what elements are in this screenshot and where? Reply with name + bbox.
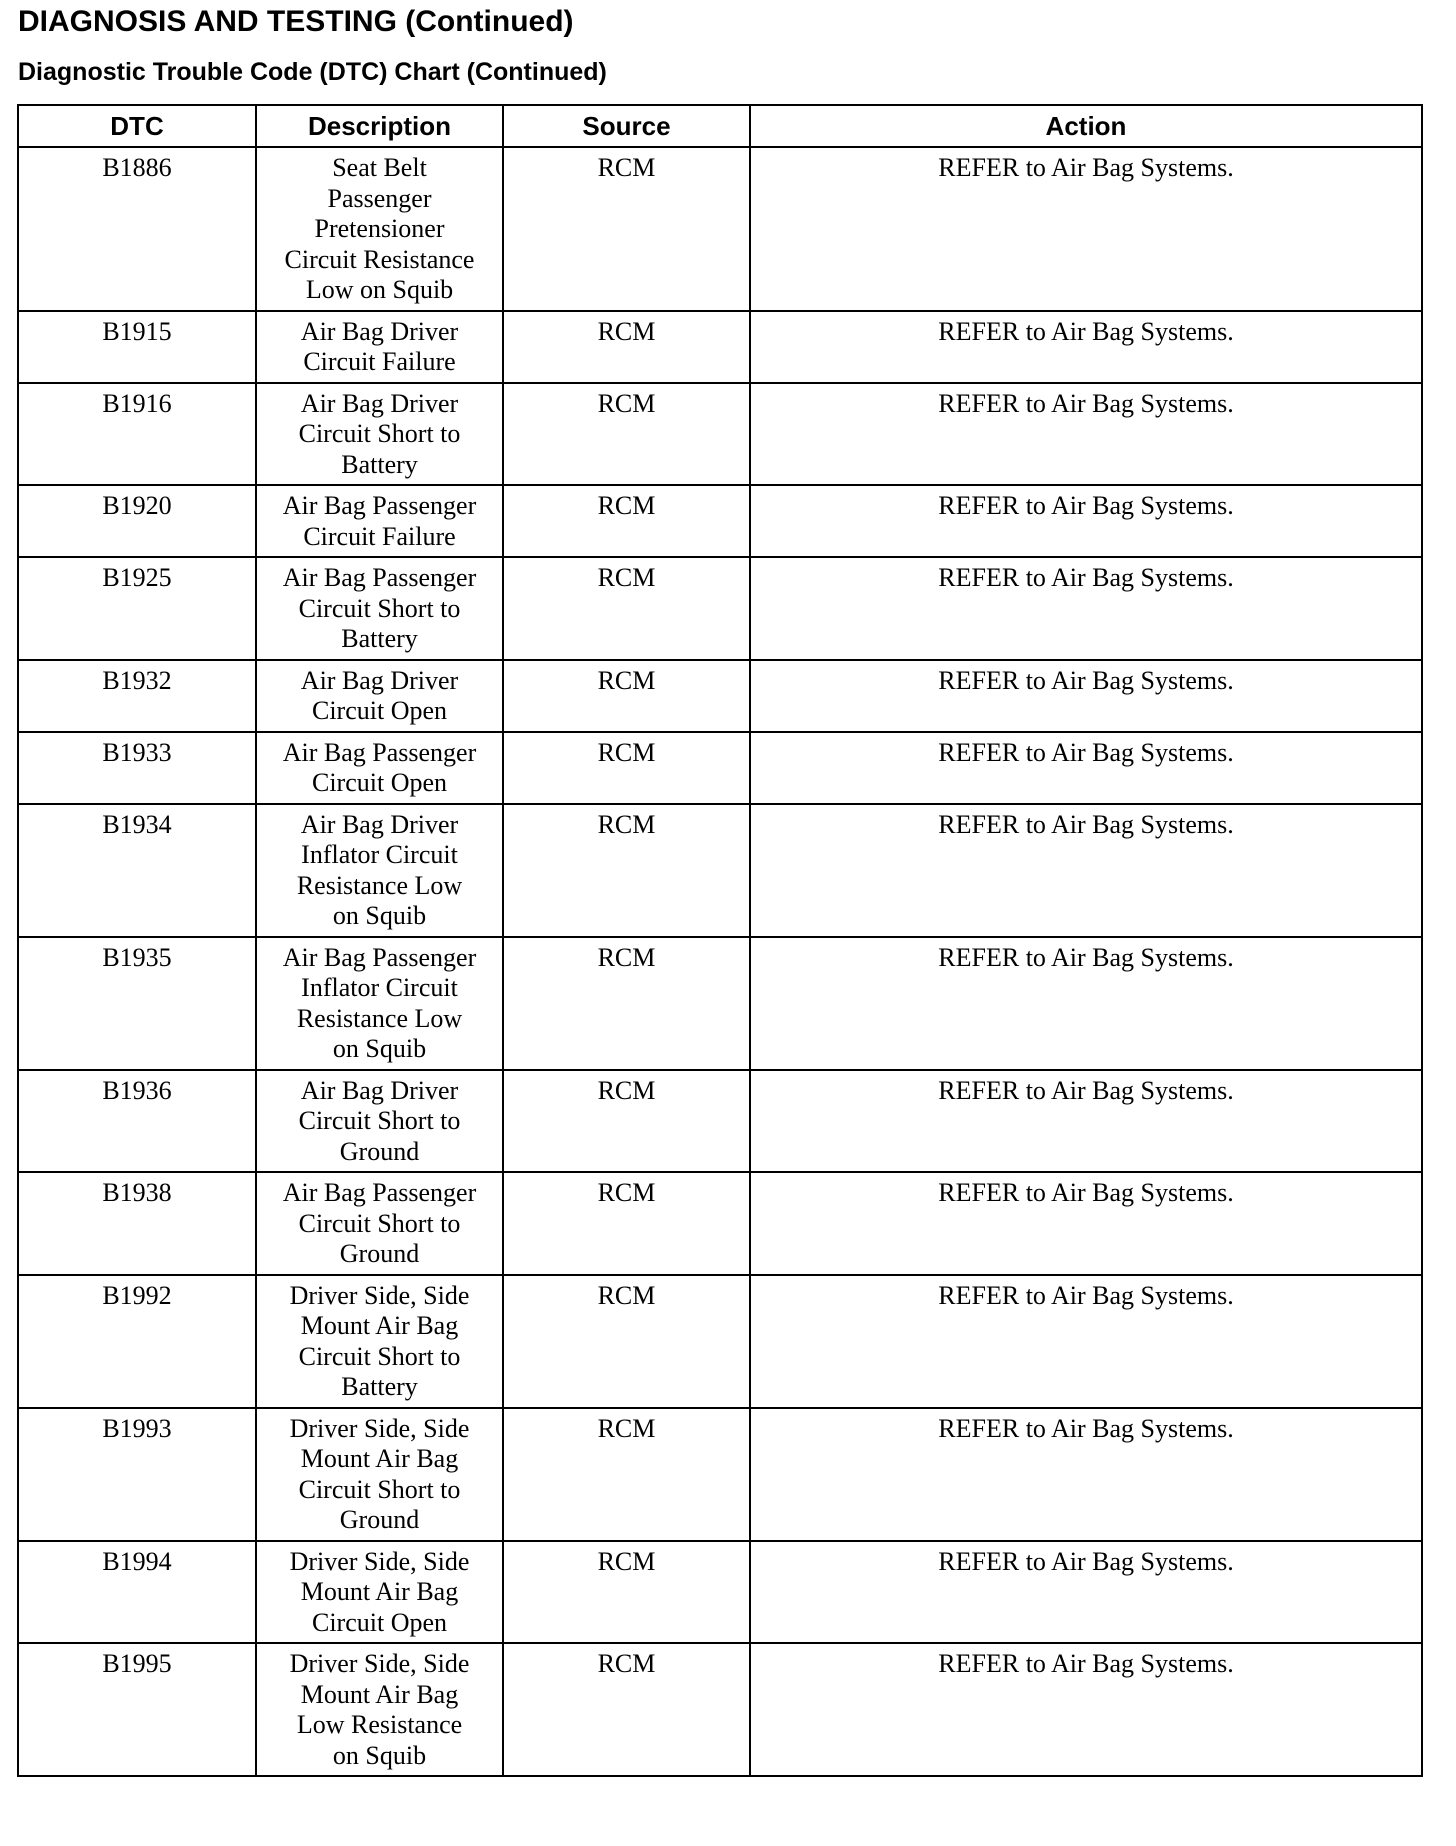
description-line: Circuit Failure (303, 347, 456, 376)
action-cell: REFER to Air Bag Systems. (750, 557, 1422, 660)
description-line: Circuit Short to (298, 419, 461, 448)
description-line: Circuit Open (311, 696, 448, 725)
description-line: Circuit Short to (298, 1474, 461, 1504)
description-line: Ground (339, 1239, 420, 1268)
description-cell (256, 485, 503, 557)
description-cell (256, 383, 503, 486)
description-line: Mount Air Bag (300, 1577, 459, 1606)
description-cell (256, 804, 503, 937)
action-cell: REFER to Air Bag Systems. (750, 660, 1422, 732)
description-line: Low Resistance (296, 1710, 463, 1739)
description-line: Pretensioner (314, 214, 445, 243)
column-header-dtc: DTC (18, 105, 256, 147)
page-title: DIAGNOSIS AND TESTING (Continued) (18, 5, 574, 38)
description-line: Driver Side, Side (289, 1546, 470, 1576)
source-cell: RCM (503, 557, 750, 660)
description-line: Driver Side, Side (289, 1280, 470, 1310)
description-line: on Squib (332, 1740, 427, 1770)
column-header-action: Action (750, 105, 1422, 147)
description-line: Circuit Short to (298, 1208, 461, 1238)
column-header-source: Source (503, 105, 750, 147)
table-row (18, 1541, 1422, 1644)
description-cell (256, 1172, 503, 1275)
description-cell (256, 1408, 503, 1541)
description-line: Seat Belt (332, 153, 427, 182)
table-row (18, 1643, 1422, 1776)
description-line: Low on Squib (305, 275, 454, 304)
description-line: Circuit Failure (303, 521, 456, 551)
description-cell (256, 732, 503, 804)
description-line: Inflator Circuit (301, 973, 458, 1002)
table-row (18, 937, 1422, 1070)
table-row (18, 383, 1422, 486)
description-line: Air Bag Driver (300, 1075, 459, 1105)
description-line: Resistance Low (296, 1003, 463, 1033)
source-cell: RCM (503, 1541, 750, 1644)
action-cell: REFER to Air Bag Systems. (750, 1172, 1422, 1275)
action-cell: REFER to Air Bag Systems. (750, 1643, 1422, 1776)
dtc-code-cell: B1925 (18, 557, 256, 660)
source-cell: RCM (503, 1070, 750, 1173)
action-cell: REFER to Air Bag Systems. (750, 1541, 1422, 1644)
table-header-row (18, 105, 1422, 147)
column-header-description: Description (256, 105, 503, 147)
description-line: Mount Air Bag (300, 1679, 459, 1709)
source-cell: RCM (503, 1172, 750, 1275)
description-line: on Squib (332, 901, 427, 930)
source-cell: RCM (503, 732, 750, 804)
table-row (18, 557, 1422, 660)
description-line: Passenger (327, 183, 432, 213)
table-row (18, 804, 1422, 937)
action-cell: REFER to Air Bag Systems. (750, 147, 1422, 311)
dtc-code-cell: B1915 (18, 311, 256, 383)
description-line: Circuit Open (311, 1607, 448, 1637)
table-row (18, 732, 1422, 804)
source-cell: RCM (503, 804, 750, 937)
action-cell: REFER to Air Bag Systems. (750, 485, 1422, 557)
action-cell: REFER to Air Bag Systems. (750, 937, 1422, 1070)
description-line: Driver Side, Side (289, 1649, 470, 1678)
source-cell: RCM (503, 937, 750, 1070)
dtc-code-cell: B1935 (18, 937, 256, 1070)
description-line: Circuit Short to (298, 1341, 461, 1371)
description-line: on Squib (332, 1034, 427, 1063)
table-row (18, 485, 1422, 557)
action-cell: REFER to Air Bag Systems. (750, 383, 1422, 486)
description-line: Air Bag Driver (300, 316, 459, 346)
description-line: Air Bag Driver (300, 665, 459, 695)
dtc-code-cell: B1934 (18, 804, 256, 937)
description-line: Air Bag Passenger (282, 942, 477, 972)
dtc-code-cell: B1995 (18, 1643, 256, 1776)
source-cell: RCM (503, 1408, 750, 1541)
description-line: Circuit Short to (298, 1106, 461, 1135)
description-line: Air Bag Passenger (282, 563, 477, 592)
table-row (18, 1275, 1422, 1408)
dtc-code-cell: B1992 (18, 1275, 256, 1408)
description-line: Air Bag Passenger (282, 737, 477, 767)
source-cell: RCM (503, 1275, 750, 1408)
description-line: Mount Air Bag (300, 1444, 459, 1473)
dtc-code-cell: B1993 (18, 1408, 256, 1541)
dtc-code-cell: B1994 (18, 1541, 256, 1644)
description-line: Inflator Circuit (301, 840, 458, 869)
table-row (18, 1172, 1422, 1275)
dtc-code-cell: B1916 (18, 383, 256, 486)
description-cell (256, 1275, 503, 1408)
description-cell (256, 1070, 503, 1173)
table-body (18, 147, 1422, 1776)
dtc-code-cell: B1933 (18, 732, 256, 804)
description-line: Circuit Open (311, 768, 448, 797)
description-line: Circuit Short to (298, 593, 461, 623)
description-line: Battery (341, 1372, 418, 1401)
description-line: Ground (339, 1505, 420, 1534)
description-cell (256, 937, 503, 1070)
description-line: Driver Side, Side (289, 1413, 470, 1443)
chart-title: Diagnostic Trouble Code (DTC) Chart (Continued) (18, 58, 607, 86)
description-line: Battery (341, 449, 418, 479)
dtc-code-cell: B1938 (18, 1172, 256, 1275)
description-line: Air Bag Driver (300, 388, 459, 418)
description-line: Mount Air Bag (300, 1311, 459, 1340)
source-cell: RCM (503, 311, 750, 383)
dtc-code-cell: B1936 (18, 1070, 256, 1173)
action-cell: REFER to Air Bag Systems. (750, 1408, 1422, 1541)
description-cell (256, 311, 503, 383)
action-cell: REFER to Air Bag Systems. (750, 804, 1422, 937)
description-cell (256, 147, 503, 311)
action-cell: REFER to Air Bag Systems. (750, 732, 1422, 804)
source-cell: RCM (503, 147, 750, 311)
description-cell (256, 557, 503, 660)
source-cell: RCM (503, 383, 750, 486)
description-line: Battery (341, 624, 418, 653)
dtc-code-cell: B1886 (18, 147, 256, 311)
description-line: Air Bag Passenger (282, 491, 477, 520)
description-cell (256, 1643, 503, 1776)
source-cell: RCM (503, 485, 750, 557)
table-row (18, 660, 1422, 732)
source-cell: RCM (503, 1643, 750, 1776)
description-line: Ground (339, 1136, 420, 1166)
action-cell: REFER to Air Bag Systems. (750, 1070, 1422, 1173)
description-cell (256, 660, 503, 732)
table-row (18, 1070, 1422, 1173)
action-cell: REFER to Air Bag Systems. (750, 1275, 1422, 1408)
table-row (18, 311, 1422, 383)
table-row (18, 147, 1422, 311)
dtc-code-cell: B1932 (18, 660, 256, 732)
table-row (18, 1408, 1422, 1541)
dtc-code-cell: B1920 (18, 485, 256, 557)
description-line: Resistance Low (296, 870, 463, 900)
source-cell: RCM (503, 660, 750, 732)
dtc-table (17, 104, 1423, 1777)
description-line: Air Bag Passenger (282, 1178, 477, 1207)
description-line: Circuit Resistance (284, 244, 475, 274)
description-line: Air Bag Driver (300, 809, 459, 839)
description-cell (256, 1541, 503, 1644)
action-cell: REFER to Air Bag Systems. (750, 311, 1422, 383)
